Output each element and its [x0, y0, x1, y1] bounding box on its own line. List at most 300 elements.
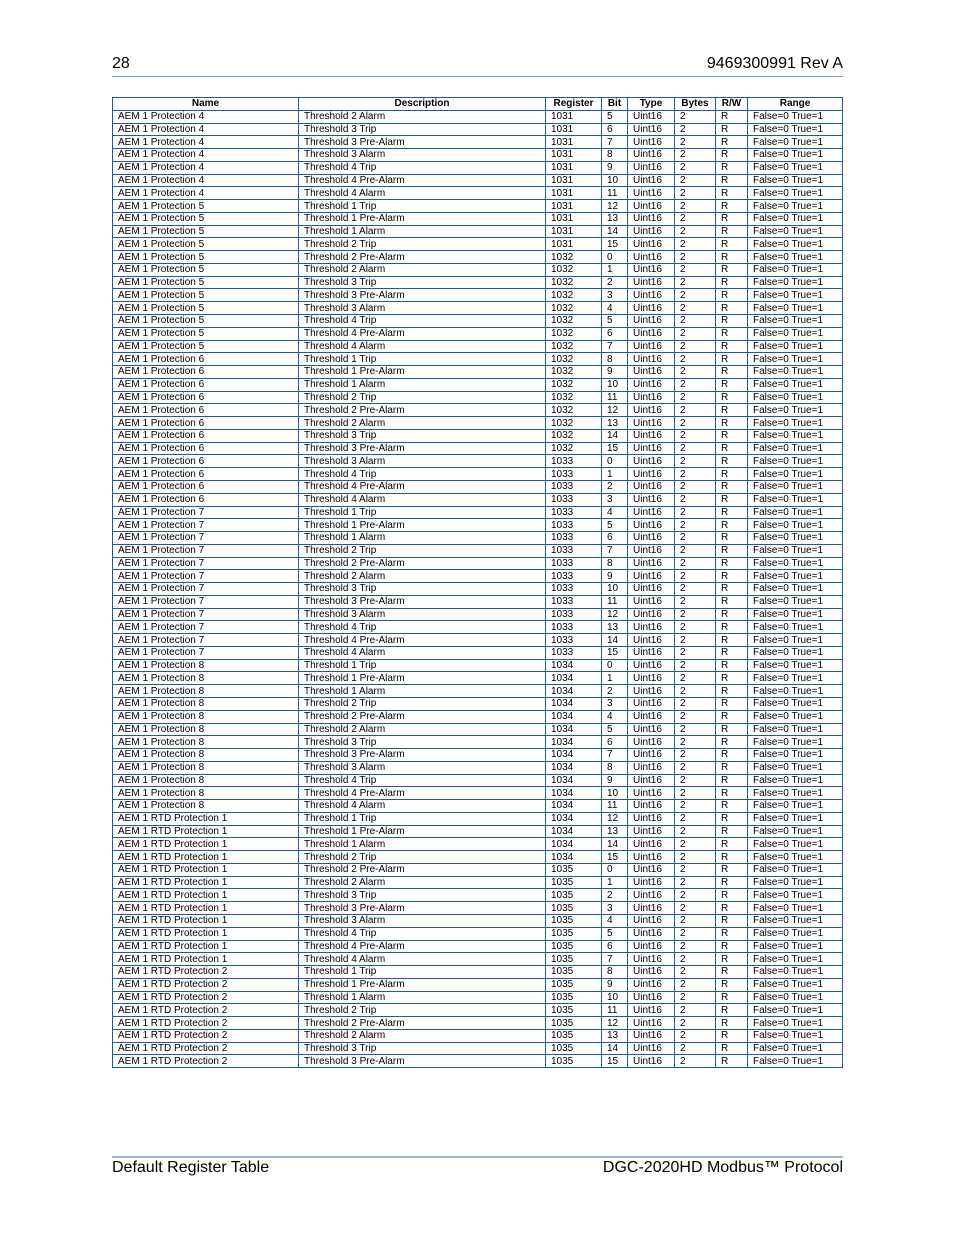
cell-register: 1035 — [546, 953, 602, 966]
cell-rw: R — [716, 953, 748, 966]
cell-name: AEM 1 Protection 8 — [113, 749, 299, 762]
cell-register: 1034 — [546, 851, 602, 864]
table-row — [113, 966, 843, 979]
cell-description: Threshold 4 Trip — [299, 927, 546, 940]
cell-bit: 13 — [602, 621, 628, 634]
cell-range: False=0 True=1 — [748, 927, 843, 940]
cell-register: 1033 — [546, 646, 602, 659]
cell-type: Uint16 — [628, 863, 675, 876]
cell-description: Threshold 4 Pre-Alarm — [299, 634, 546, 647]
cell-bit: 12 — [602, 1017, 628, 1030]
cell-description: Threshold 3 Alarm — [299, 761, 546, 774]
cell-bytes: 2 — [675, 200, 716, 213]
cell-range: False=0 True=1 — [748, 621, 843, 634]
cell-bit: 5 — [602, 519, 628, 532]
cell-type: Uint16 — [628, 851, 675, 864]
cell-bytes: 2 — [675, 161, 716, 174]
cell-bit: 12 — [602, 404, 628, 417]
table-row — [113, 800, 843, 813]
cell-description: Threshold 1 Trip — [299, 506, 546, 519]
cell-bit: 0 — [602, 455, 628, 468]
cell-bytes: 2 — [675, 978, 716, 991]
cell-description: Threshold 1 Trip — [299, 812, 546, 825]
cell-name: AEM 1 RTD Protection 1 — [113, 876, 299, 889]
cell-type: Uint16 — [628, 455, 675, 468]
cell-type: Uint16 — [628, 327, 675, 340]
cell-range: False=0 True=1 — [748, 493, 843, 506]
cell-name: AEM 1 Protection 6 — [113, 391, 299, 404]
cell-description: Threshold 1 Alarm — [299, 532, 546, 545]
cell-type: Uint16 — [628, 251, 675, 264]
cell-name: AEM 1 Protection 7 — [113, 532, 299, 545]
cell-type: Uint16 — [628, 340, 675, 353]
cell-range: False=0 True=1 — [748, 634, 843, 647]
cell-bit: 9 — [602, 978, 628, 991]
register-table — [112, 97, 843, 1068]
cell-bytes: 2 — [675, 429, 716, 442]
cell-description: Threshold 4 Alarm — [299, 646, 546, 659]
cell-type: Uint16 — [628, 149, 675, 162]
column-header-bit: Bit — [602, 98, 628, 111]
cell-bytes: 2 — [675, 532, 716, 545]
cell-bit: 8 — [602, 557, 628, 570]
cell-bit: 14 — [602, 429, 628, 442]
cell-type: Uint16 — [628, 493, 675, 506]
cell-rw: R — [716, 187, 748, 200]
cell-bytes: 2 — [675, 302, 716, 315]
cell-name: AEM 1 RTD Protection 1 — [113, 953, 299, 966]
cell-name: AEM 1 RTD Protection 2 — [113, 1055, 299, 1068]
cell-bytes: 2 — [675, 646, 716, 659]
cell-bytes: 2 — [675, 902, 716, 915]
cell-description: Threshold 3 Alarm — [299, 302, 546, 315]
cell-register: 1031 — [546, 238, 602, 251]
cell-bit: 11 — [602, 800, 628, 813]
cell-register: 1034 — [546, 787, 602, 800]
cell-rw: R — [716, 468, 748, 481]
cell-name: AEM 1 RTD Protection 1 — [113, 915, 299, 928]
cell-register: 1032 — [546, 429, 602, 442]
table-row — [113, 378, 843, 391]
cell-rw: R — [716, 940, 748, 953]
cell-bytes: 2 — [675, 404, 716, 417]
cell-bytes: 2 — [675, 251, 716, 264]
cell-register: 1033 — [546, 468, 602, 481]
cell-bit: 13 — [602, 825, 628, 838]
cell-name: AEM 1 RTD Protection 1 — [113, 851, 299, 864]
cell-register: 1031 — [546, 187, 602, 200]
cell-bytes: 2 — [675, 212, 716, 225]
column-header-bytes: Bytes — [675, 98, 716, 111]
cell-bit: 14 — [602, 634, 628, 647]
cell-bytes: 2 — [675, 480, 716, 493]
cell-range: False=0 True=1 — [748, 1029, 843, 1042]
cell-rw: R — [716, 506, 748, 519]
table-row — [113, 1055, 843, 1068]
cell-range: False=0 True=1 — [748, 787, 843, 800]
cell-range: False=0 True=1 — [748, 672, 843, 685]
cell-bytes: 2 — [675, 838, 716, 851]
cell-range: False=0 True=1 — [748, 174, 843, 187]
cell-register: 1035 — [546, 1017, 602, 1030]
cell-range: False=0 True=1 — [748, 953, 843, 966]
cell-type: Uint16 — [628, 723, 675, 736]
cell-type: Uint16 — [628, 774, 675, 787]
cell-description: Threshold 1 Pre-Alarm — [299, 672, 546, 685]
cell-register: 1033 — [546, 519, 602, 532]
cell-bit: 5 — [602, 110, 628, 123]
cell-bit: 7 — [602, 749, 628, 762]
cell-register: 1031 — [546, 136, 602, 149]
cell-register: 1035 — [546, 902, 602, 915]
cell-rw: R — [716, 1042, 748, 1055]
cell-name: AEM 1 Protection 8 — [113, 710, 299, 723]
cell-description: Threshold 4 Trip — [299, 315, 546, 328]
cell-register: 1031 — [546, 225, 602, 238]
table-row — [113, 480, 843, 493]
table-row — [113, 455, 843, 468]
table-row — [113, 1029, 843, 1042]
cell-register: 1034 — [546, 761, 602, 774]
table-row — [113, 736, 843, 749]
cell-description: Threshold 3 Trip — [299, 429, 546, 442]
table-row — [113, 123, 843, 136]
cell-description: Threshold 2 Pre-Alarm — [299, 251, 546, 264]
cell-bit: 11 — [602, 595, 628, 608]
cell-type: Uint16 — [628, 429, 675, 442]
cell-register: 1032 — [546, 391, 602, 404]
cell-range: False=0 True=1 — [748, 212, 843, 225]
cell-rw: R — [716, 161, 748, 174]
cell-bytes: 2 — [675, 468, 716, 481]
cell-bit: 10 — [602, 787, 628, 800]
table-row — [113, 570, 843, 583]
cell-description: Threshold 2 Trip — [299, 238, 546, 251]
cell-description: Threshold 1 Pre-Alarm — [299, 825, 546, 838]
cell-bit: 7 — [602, 340, 628, 353]
cell-bytes: 2 — [675, 455, 716, 468]
cell-name: AEM 1 Protection 7 — [113, 544, 299, 557]
cell-description: Threshold 3 Pre-Alarm — [299, 749, 546, 762]
page-number: 28 — [112, 55, 130, 72]
cell-bytes: 2 — [675, 1042, 716, 1055]
table-row — [113, 557, 843, 570]
cell-name: AEM 1 Protection 7 — [113, 595, 299, 608]
cell-type: Uint16 — [628, 978, 675, 991]
cell-description: Threshold 4 Pre-Alarm — [299, 480, 546, 493]
cell-bytes: 2 — [675, 710, 716, 723]
table-row — [113, 608, 843, 621]
cell-rw: R — [716, 774, 748, 787]
table-row — [113, 289, 843, 302]
cell-register: 1032 — [546, 289, 602, 302]
cell-register: 1035 — [546, 927, 602, 940]
cell-rw: R — [716, 825, 748, 838]
cell-range: False=0 True=1 — [748, 455, 843, 468]
cell-name: AEM 1 Protection 6 — [113, 442, 299, 455]
cell-register: 1034 — [546, 749, 602, 762]
cell-type: Uint16 — [628, 366, 675, 379]
cell-bytes: 2 — [675, 276, 716, 289]
cell-type: Uint16 — [628, 570, 675, 583]
cell-type: Uint16 — [628, 710, 675, 723]
cell-range: False=0 True=1 — [748, 327, 843, 340]
cell-bit: 11 — [602, 1004, 628, 1017]
cell-type: Uint16 — [628, 1042, 675, 1055]
cell-type: Uint16 — [628, 200, 675, 213]
cell-bit: 9 — [602, 161, 628, 174]
cell-name: AEM 1 Protection 6 — [113, 493, 299, 506]
cell-description: Threshold 2 Alarm — [299, 1029, 546, 1042]
table-body — [113, 110, 843, 1067]
cell-rw: R — [716, 212, 748, 225]
cell-range: False=0 True=1 — [748, 838, 843, 851]
cell-register: 1035 — [546, 1042, 602, 1055]
table-row — [113, 825, 843, 838]
cell-name: AEM 1 RTD Protection 2 — [113, 1042, 299, 1055]
cell-bytes: 2 — [675, 927, 716, 940]
cell-bit: 1 — [602, 876, 628, 889]
cell-name: AEM 1 Protection 4 — [113, 136, 299, 149]
cell-bytes: 2 — [675, 634, 716, 647]
cell-bytes: 2 — [675, 723, 716, 736]
cell-bytes: 2 — [675, 876, 716, 889]
cell-name: AEM 1 RTD Protection 2 — [113, 1029, 299, 1042]
cell-description: Threshold 2 Alarm — [299, 263, 546, 276]
cell-register: 1032 — [546, 340, 602, 353]
table-row — [113, 940, 843, 953]
cell-description: Threshold 3 Alarm — [299, 149, 546, 162]
cell-rw: R — [716, 723, 748, 736]
cell-name: AEM 1 Protection 4 — [113, 161, 299, 174]
cell-range: False=0 True=1 — [748, 315, 843, 328]
cell-bit: 6 — [602, 327, 628, 340]
cell-bit: 7 — [602, 953, 628, 966]
cell-rw: R — [716, 391, 748, 404]
cell-register: 1032 — [546, 327, 602, 340]
cell-name: AEM 1 Protection 5 — [113, 327, 299, 340]
cell-description: Threshold 4 Trip — [299, 161, 546, 174]
cell-name: AEM 1 Protection 8 — [113, 723, 299, 736]
cell-range: False=0 True=1 — [748, 353, 843, 366]
cell-bytes: 2 — [675, 685, 716, 698]
cell-bit: 12 — [602, 200, 628, 213]
table-row — [113, 659, 843, 672]
cell-range: False=0 True=1 — [748, 557, 843, 570]
cell-range: False=0 True=1 — [748, 442, 843, 455]
cell-register: 1033 — [546, 544, 602, 557]
table-row — [113, 532, 843, 545]
cell-type: Uint16 — [628, 1055, 675, 1068]
cell-name: AEM 1 RTD Protection 1 — [113, 927, 299, 940]
cell-type: Uint16 — [628, 187, 675, 200]
cell-name: AEM 1 Protection 5 — [113, 238, 299, 251]
cell-bit: 6 — [602, 123, 628, 136]
cell-description: Threshold 4 Pre-Alarm — [299, 787, 546, 800]
cell-name: AEM 1 Protection 7 — [113, 519, 299, 532]
cell-range: False=0 True=1 — [748, 991, 843, 1004]
cell-description: Threshold 4 Pre-Alarm — [299, 327, 546, 340]
table-row — [113, 889, 843, 902]
table-row — [113, 493, 843, 506]
table-row — [113, 991, 843, 1004]
table-row — [113, 595, 843, 608]
cell-range: False=0 True=1 — [748, 889, 843, 902]
cell-name: AEM 1 Protection 6 — [113, 378, 299, 391]
table-row — [113, 251, 843, 264]
cell-bit: 14 — [602, 838, 628, 851]
cell-bit: 3 — [602, 493, 628, 506]
cell-description: Threshold 3 Alarm — [299, 915, 546, 928]
cell-bit: 8 — [602, 353, 628, 366]
cell-bit: 0 — [602, 659, 628, 672]
cell-rw: R — [716, 889, 748, 902]
cell-register: 1032 — [546, 315, 602, 328]
cell-register: 1035 — [546, 1055, 602, 1068]
cell-bit: 3 — [602, 289, 628, 302]
cell-rw: R — [716, 557, 748, 570]
cell-type: Uint16 — [628, 276, 675, 289]
cell-bit: 2 — [602, 480, 628, 493]
cell-range: False=0 True=1 — [748, 404, 843, 417]
cell-description: Threshold 3 Trip — [299, 276, 546, 289]
cell-bytes: 2 — [675, 391, 716, 404]
cell-type: Uint16 — [628, 838, 675, 851]
cell-type: Uint16 — [628, 927, 675, 940]
table-row — [113, 149, 843, 162]
cell-bit: 0 — [602, 251, 628, 264]
cell-rw: R — [716, 327, 748, 340]
cell-description: Threshold 4 Trip — [299, 621, 546, 634]
table-row — [113, 838, 843, 851]
table-row — [113, 646, 843, 659]
cell-type: Uint16 — [628, 787, 675, 800]
cell-rw: R — [716, 302, 748, 315]
footer-document-title: DGC-2020HD Modbus™ Protocol — [602, 1159, 843, 1176]
cell-description: Threshold 2 Alarm — [299, 723, 546, 736]
cell-name: AEM 1 RTD Protection 1 — [113, 889, 299, 902]
cell-type: Uint16 — [628, 646, 675, 659]
cell-range: False=0 True=1 — [748, 366, 843, 379]
cell-description: Threshold 1 Alarm — [299, 225, 546, 238]
cell-description: Threshold 2 Trip — [299, 544, 546, 557]
table-row — [113, 672, 843, 685]
cell-register: 1033 — [546, 608, 602, 621]
cell-bytes: 2 — [675, 915, 716, 928]
table-row — [113, 429, 843, 442]
cell-bytes: 2 — [675, 1055, 716, 1068]
cell-range: False=0 True=1 — [748, 876, 843, 889]
cell-name: AEM 1 Protection 5 — [113, 200, 299, 213]
cell-register: 1033 — [546, 455, 602, 468]
cell-bit: 14 — [602, 1042, 628, 1055]
cell-bit: 3 — [602, 697, 628, 710]
cell-bytes: 2 — [675, 863, 716, 876]
cell-bit: 15 — [602, 238, 628, 251]
cell-bit: 5 — [602, 723, 628, 736]
cell-type: Uint16 — [628, 1029, 675, 1042]
cell-register: 1033 — [546, 634, 602, 647]
cell-rw: R — [716, 685, 748, 698]
cell-bit: 1 — [602, 263, 628, 276]
cell-bit: 10 — [602, 378, 628, 391]
cell-type: Uint16 — [628, 953, 675, 966]
cell-bytes: 2 — [675, 583, 716, 596]
cell-type: Uint16 — [628, 110, 675, 123]
cell-range: False=0 True=1 — [748, 200, 843, 213]
table-row — [113, 902, 843, 915]
cell-register: 1034 — [546, 723, 602, 736]
table-row — [113, 404, 843, 417]
cell-register: 1032 — [546, 378, 602, 391]
cell-range: False=0 True=1 — [748, 710, 843, 723]
cell-rw: R — [716, 404, 748, 417]
cell-description: Threshold 3 Pre-Alarm — [299, 442, 546, 455]
cell-bit: 4 — [602, 302, 628, 315]
cell-register: 1033 — [546, 480, 602, 493]
cell-rw: R — [716, 136, 748, 149]
cell-type: Uint16 — [628, 991, 675, 1004]
cell-rw: R — [716, 851, 748, 864]
cell-bit: 7 — [602, 136, 628, 149]
cell-name: AEM 1 RTD Protection 1 — [113, 902, 299, 915]
cell-description: Threshold 1 Pre-Alarm — [299, 212, 546, 225]
cell-rw: R — [716, 646, 748, 659]
cell-description: Threshold 1 Alarm — [299, 991, 546, 1004]
cell-description: Threshold 2 Alarm — [299, 110, 546, 123]
table-row — [113, 519, 843, 532]
cell-bytes: 2 — [675, 659, 716, 672]
cell-type: Uint16 — [628, 672, 675, 685]
cell-name: AEM 1 Protection 7 — [113, 557, 299, 570]
cell-bytes: 2 — [675, 697, 716, 710]
table-row — [113, 634, 843, 647]
cell-type: Uint16 — [628, 583, 675, 596]
cell-bytes: 2 — [675, 774, 716, 787]
cell-bytes: 2 — [675, 621, 716, 634]
cell-rw: R — [716, 966, 748, 979]
cell-range: False=0 True=1 — [748, 697, 843, 710]
cell-range: False=0 True=1 — [748, 736, 843, 749]
cell-bytes: 2 — [675, 493, 716, 506]
cell-type: Uint16 — [628, 404, 675, 417]
table-row — [113, 366, 843, 379]
cell-register: 1035 — [546, 940, 602, 953]
cell-register: 1035 — [546, 978, 602, 991]
cell-description: Threshold 2 Pre-Alarm — [299, 863, 546, 876]
cell-type: Uint16 — [628, 902, 675, 915]
cell-bit: 13 — [602, 417, 628, 430]
cell-rw: R — [716, 634, 748, 647]
cell-type: Uint16 — [628, 736, 675, 749]
cell-range: False=0 True=1 — [748, 378, 843, 391]
cell-bytes: 2 — [675, 123, 716, 136]
cell-name: AEM 1 Protection 8 — [113, 761, 299, 774]
table-row — [113, 225, 843, 238]
cell-name: AEM 1 RTD Protection 1 — [113, 825, 299, 838]
cell-bit: 1 — [602, 468, 628, 481]
cell-type: Uint16 — [628, 480, 675, 493]
cell-type: Uint16 — [628, 212, 675, 225]
cell-type: Uint16 — [628, 1004, 675, 1017]
cell-range: False=0 True=1 — [748, 149, 843, 162]
cell-name: AEM 1 Protection 5 — [113, 340, 299, 353]
cell-range: False=0 True=1 — [748, 289, 843, 302]
cell-bit: 9 — [602, 570, 628, 583]
cell-bit: 11 — [602, 187, 628, 200]
cell-rw: R — [716, 621, 748, 634]
table-row — [113, 697, 843, 710]
